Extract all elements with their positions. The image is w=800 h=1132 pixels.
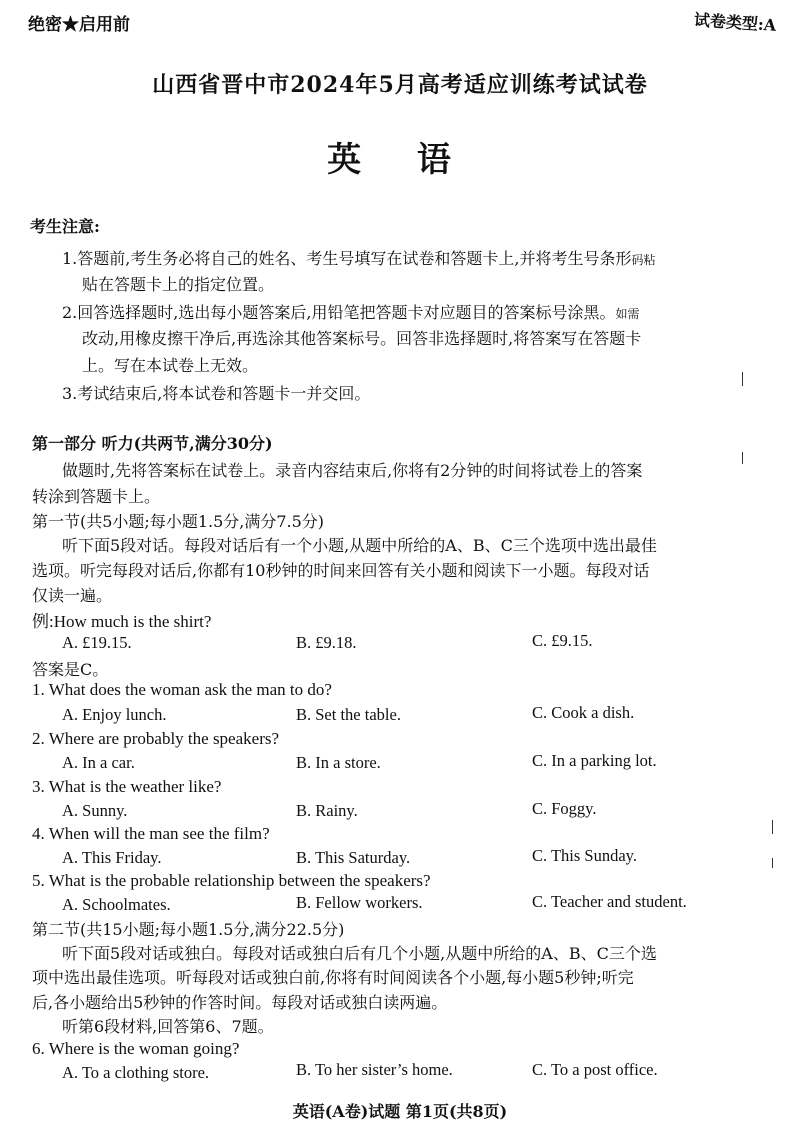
question-6-option-b: B. To her sister’s home. xyxy=(296,1060,453,1079)
question-5: 5. What is the probable relationship between the speakers? xyxy=(32,871,431,890)
question-1-option-b: B. Set the table. xyxy=(296,705,401,724)
example-option-b: B. £9.18. xyxy=(296,633,357,652)
question-4-option-c: C. This Sunday. xyxy=(532,846,637,865)
question-6-option-c: C. To a post office. xyxy=(532,1060,658,1079)
paper-type-mark: 试卷类型:A xyxy=(693,10,777,35)
question-6: 6. Where is the woman going? xyxy=(32,1039,240,1058)
question-3-option-b: B. Rainy. xyxy=(296,801,358,820)
question-5-option-b: B. Fellow workers. xyxy=(296,893,423,912)
question-1: 1. What does the woman ask the man to do? xyxy=(32,680,332,699)
question-3: 3. What is the weather like? xyxy=(32,777,222,796)
notice-item-1-line-2: 贴在答题卡上的指定位置。 xyxy=(82,275,275,294)
part1-intro-line-2: 转涂到答题卡上。 xyxy=(32,487,161,506)
section1-instructions-line-2: 选项。听完每段对话后,你都有10秒钟的时间来回答有关小题和阅读下一小题。每段对话 xyxy=(32,561,650,580)
part1-intro-line-1: 做题时,先将答案标在试卷上。录音内容结束后,你将有2分钟的时间将试卷上的答案 xyxy=(62,461,643,480)
notice-item-2-line-1: 2.回答选择题时,选出每小题答案后,用铅笔把答题卡对应题目的答案标号涂黑。如需 xyxy=(62,303,640,322)
notice-item-2-line-2: 改动,用橡皮擦干净后,再选涂其他答案标号。回答非选择题时,将答案写在答题卡 xyxy=(82,329,642,348)
question-6-option-a: A. To a clothing store. xyxy=(62,1063,210,1082)
example-option-a: A. £19.15. xyxy=(62,633,132,652)
subject-title: 英 语 xyxy=(327,140,473,180)
question-2-option-a: A. In a car. xyxy=(62,753,135,772)
question-2-option-b: B. In a store. xyxy=(296,753,381,772)
part1-heading: 第一部分 听力(共两节,满分30分) xyxy=(32,434,273,453)
question-5-option-c: C. Teacher and student. xyxy=(532,892,687,911)
scan-mark xyxy=(772,820,773,834)
example-answer: 答案是C。 xyxy=(32,660,109,679)
example-question: 例:How much is the shirt? xyxy=(32,612,212,631)
scan-mark xyxy=(742,452,743,464)
section2-instructions-line-3: 后,各小题给出5秒钟的作答时间。每段对话或独白读两遍。 xyxy=(32,993,448,1012)
scan-mark xyxy=(772,858,773,868)
section2-instructions-line-2: 项中选出最佳选项。听每段对话或独白前,你将有时间阅读各个小题,每小题5秒钟;听完 xyxy=(32,968,634,987)
question-1-option-a: A. Enjoy lunch. xyxy=(62,705,167,724)
question-3-option-a: A. Sunny. xyxy=(62,801,128,820)
question-4-option-a: A. This Friday. xyxy=(62,848,162,867)
question-1-option-c: C. Cook a dish. xyxy=(532,703,635,722)
section2-instructions-line-1: 听下面5段对话或独白。每段对话或独白后有几个小题,从题中所给的A、B、C三个选 xyxy=(62,944,657,963)
question-5-option-a: A. Schoolmates. xyxy=(62,895,171,914)
notice-item-1-line-1: 1.答题前,考生务必将自己的姓名、考生号填写在试卷和答题卡上,并将考生号条形码粘 xyxy=(62,249,656,268)
section2-heading: 第二节(共15小题;每小题1.5分,满分22.5分) xyxy=(32,920,345,939)
notice-item-3: 3.考试结束后,将本试卷和答题卡一并交回。 xyxy=(62,384,371,403)
section1-instructions-line-3: 仅读一遍。 xyxy=(32,586,113,605)
section1-instructions-line-1: 听下面5段对话。每段对话后有一个小题,从题中所给的A、B、C三个选项中选出最佳 xyxy=(62,536,657,555)
notice-heading: 考生注意: xyxy=(30,217,100,236)
confidential-mark: 绝密★启用前 xyxy=(28,15,130,35)
question-3-option-c: C. Foggy. xyxy=(532,799,597,818)
scan-mark xyxy=(742,372,743,386)
question-2: 2. Where are probably the speakers? xyxy=(32,729,280,748)
page-footer: 英语(A卷)试题 第1页(共8页) xyxy=(292,1102,508,1121)
question-4: 4. When will the man see the film? xyxy=(32,824,270,843)
question-2-option-c: C. In a parking lot. xyxy=(532,751,657,770)
material-6-instruction: 听第6段材料,回答第6、7题。 xyxy=(62,1017,274,1036)
exam-title: 山西省晋中市2024年5月高考适应训练考试试卷 xyxy=(152,72,648,98)
notice-item-2-line-3: 上。写在本试卷上无效。 xyxy=(82,356,259,375)
example-option-c: C. £9.15. xyxy=(532,631,593,650)
section1-heading: 第一节(共5小题;每小题1.5分,满分7.5分) xyxy=(32,512,325,531)
question-4-option-b: B. This Saturday. xyxy=(296,848,411,867)
